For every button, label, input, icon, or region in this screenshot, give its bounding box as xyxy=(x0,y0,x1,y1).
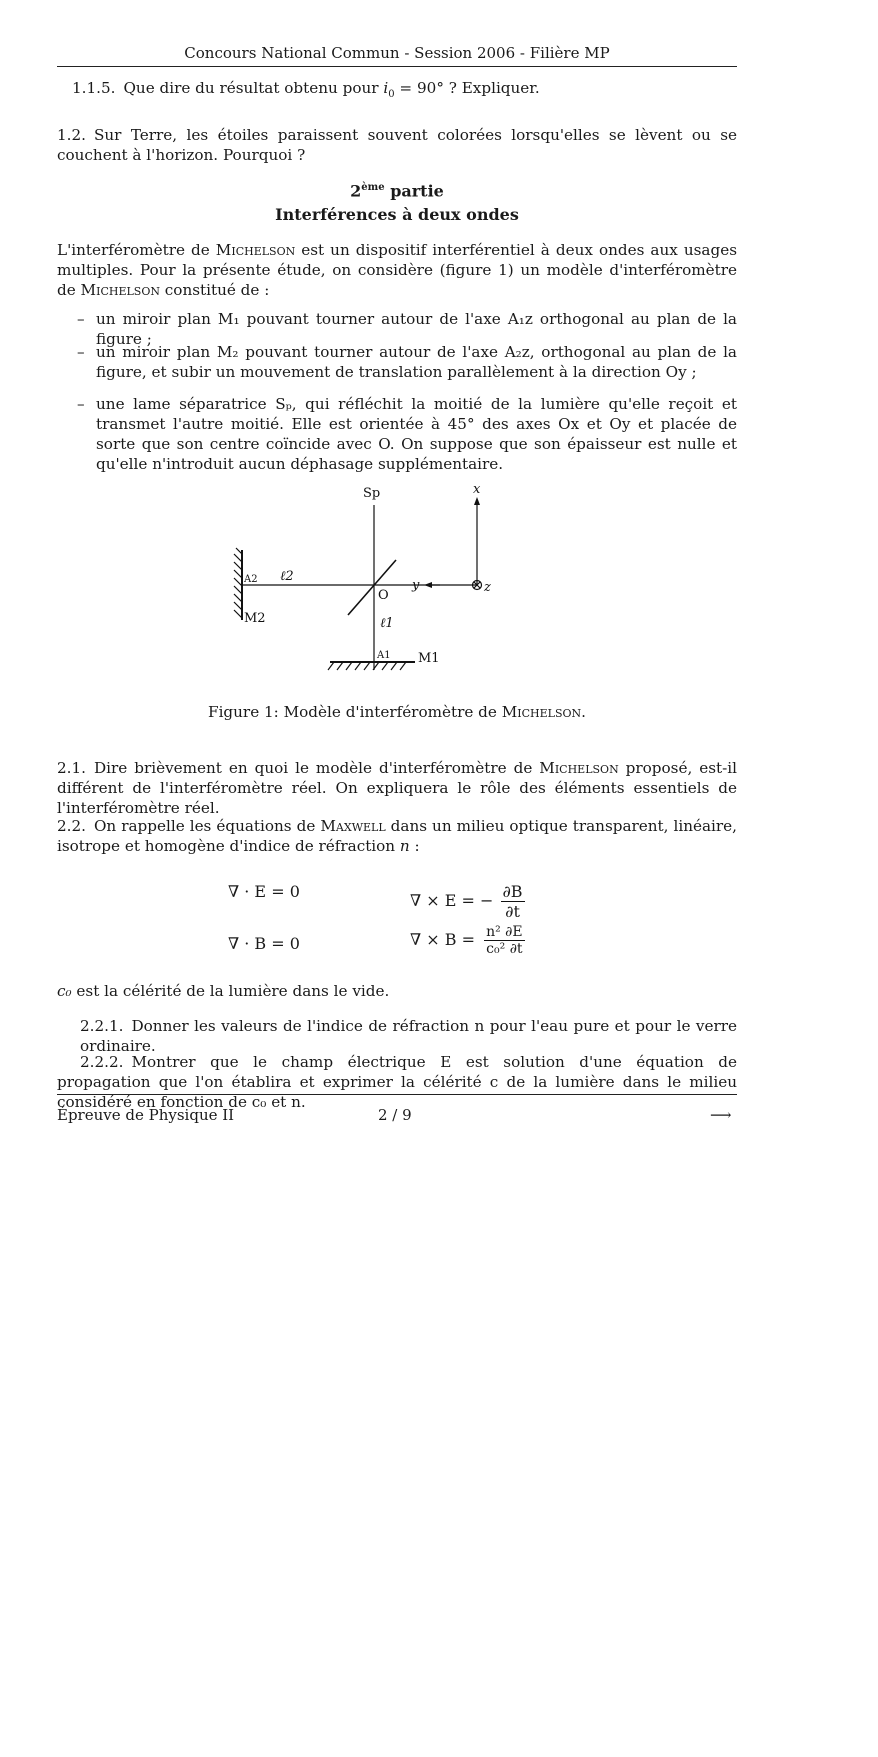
part-title: Interférences à deux ondes xyxy=(275,205,519,224)
eq2-numerator: ∂B xyxy=(502,882,523,901)
question-text-a: Dire brièvement en quoi le modèle d'interféromètre de xyxy=(93,759,540,777)
bullet-item xyxy=(77,309,737,348)
figure-label-sp: Sp xyxy=(363,486,381,501)
figure-label-z: z xyxy=(484,580,491,595)
figure-label-y: y xyxy=(412,578,420,593)
bullet-text: un miroir plan M₁ pouvant tourner autour de l'axe A₁z orthogonal au plan de la figure ; xyxy=(96,310,737,348)
caption-name: Michelson xyxy=(501,703,582,721)
intro-text-c: constitué de : xyxy=(159,281,270,299)
equation-curl-b xyxy=(410,924,525,957)
intro-text-a: L'interféromètre de xyxy=(57,241,216,259)
question-text-b: dans un milieu optique transparent, linéaire, isotrope et homogène d'indice de réfraction xyxy=(57,817,737,855)
question-text: Donner les valeurs de l'indice de réfraction n pour l'eau pure et pour le verre ordinaire. xyxy=(80,1017,737,1055)
part-number: 2 xyxy=(350,181,362,201)
figure-label-m1: M1 xyxy=(418,651,440,666)
figure-label-a2: A2 xyxy=(244,574,258,585)
bullet-dash: – xyxy=(77,395,85,413)
name-michelson: Michelson xyxy=(215,241,296,259)
eq4-denominator: c₀² ∂t xyxy=(486,941,523,957)
question-number: 2.2.2. xyxy=(80,1053,124,1071)
michelson-figure xyxy=(200,482,600,680)
footer-rule xyxy=(57,1094,737,1095)
eq2-denominator: ∂t xyxy=(505,902,520,921)
question-text-b: = 90° ? Expliquer. xyxy=(394,79,540,97)
mirror-m2-hatching xyxy=(234,548,242,618)
header-rule xyxy=(57,66,737,67)
question-number: 1.1.5. xyxy=(72,79,116,97)
footer-page-number: 2 / 9 xyxy=(378,1106,412,1124)
question-2-2-1 xyxy=(80,1016,737,1056)
question-text-c: : xyxy=(409,837,420,855)
question-text: Sur Terre, les étoiles paraissent souvent colorées lorsqu'elles se lèvent ou se couchent à l'horizon. Pourquoi ? xyxy=(57,126,737,164)
figure-label-x: x xyxy=(473,482,481,497)
page-header-title: Concours National Commun - Session 2006 - Filière MP xyxy=(184,44,610,62)
footer-left: Épreuve de Physique II xyxy=(57,1106,235,1124)
question-text-a: Que dire du résultat obtenu pour xyxy=(123,79,384,97)
equation-div-e: ∇ · E = 0 xyxy=(228,882,300,901)
mirror-m1-hatching xyxy=(328,662,406,670)
name-michelson: Michelson xyxy=(80,281,160,299)
part-heading xyxy=(57,178,737,201)
figure-label-m2: M2 xyxy=(244,611,266,626)
bullet-dash: – xyxy=(77,310,85,328)
footer-arrow-icon: ⟶ xyxy=(710,1106,732,1124)
eq4-numerator: n² ∂E xyxy=(486,924,523,940)
math-sub: 0 xyxy=(388,89,395,101)
question-number: 2.2.1. xyxy=(80,1017,124,1035)
c0-definition xyxy=(57,981,737,1001)
intro-text-b: est un dispositif interférentiel à deux ondes aux usages multiples. Pour la présente étude, on considère (figure 1) un modèle d'interféromètre de xyxy=(57,241,737,299)
y-arrowhead-icon xyxy=(424,582,432,588)
bullet-text: une lame séparatrice Sₚ, qui réfléchit la moitié de la lumière qu'elle reçoit et transmet l'autre moitié. Elle est orientée à 45° des axes Ox et Oy et placée de sorte que son centre coïncide avec O. On suppose que son épaisseur est nulle et qu'elle n'introduit aucun déphasage supplémentaire. xyxy=(96,395,737,473)
eq4-fraction xyxy=(484,924,525,957)
separator-plate xyxy=(348,560,396,615)
eq2-lhs: ∇ × E = − xyxy=(410,891,494,910)
name-michelson: Michelson xyxy=(539,759,619,777)
question-1-2 xyxy=(57,125,737,165)
eq4-lhs: ∇ × B = xyxy=(410,930,475,949)
c0-text: est la célérité de la lumière dans le vide. xyxy=(71,982,390,1000)
name-maxwell: Maxwell xyxy=(320,817,386,835)
question-text: Montrer que le champ électrique E est solution d'une équation de propagation que l'on établira et exprimer la célérité c de la lumière dans le milieu considéré en fonction de c₀ et n. xyxy=(57,1053,737,1111)
equation-div-b: ∇ · B = 0 xyxy=(228,934,300,953)
question-number: 1.2. xyxy=(57,126,86,144)
question-number: 2.1. xyxy=(57,759,86,777)
part-number-sup: ème xyxy=(361,182,385,193)
eq2-fraction xyxy=(501,882,525,921)
figure-caption xyxy=(57,702,737,722)
caption-text: Figure 1: Modèle d'interféromètre de xyxy=(208,703,502,721)
figure-label-o: O xyxy=(378,588,389,603)
figure-label-a1: A1 xyxy=(377,650,391,661)
question-2-2 xyxy=(57,816,737,856)
caption-end: . xyxy=(581,703,586,721)
question-number: 2.2. xyxy=(57,817,86,835)
intro-paragraph xyxy=(57,240,737,300)
question-2-1 xyxy=(57,758,737,818)
question-text-a: On rappelle les équations de xyxy=(93,817,321,835)
question-text-b: proposé, est-il différent de l'interféromètre réel. On expliquera le rôle des éléments essentiels de l'interféromètre réel. xyxy=(57,759,737,817)
part-label: partie xyxy=(390,181,444,201)
math-c0: c₀ xyxy=(57,982,72,1000)
figure-label-l2: ℓ2 xyxy=(280,569,294,584)
math-i: i xyxy=(383,79,389,97)
equation-curl-e xyxy=(410,882,525,921)
x-arrowhead-icon xyxy=(474,497,480,505)
bullet-text: un miroir plan M₂ pouvant tourner autour de l'axe A₂z, orthogonal au plan de la figure, et subir un mouvement de translation parallèlement à la direction Oy ; xyxy=(96,343,737,381)
bullet-item xyxy=(77,394,737,474)
math-n: n xyxy=(399,837,410,855)
bullet-dash: – xyxy=(77,343,85,361)
question-1-1-5 xyxy=(72,78,737,105)
question-2-2-2 xyxy=(57,1052,737,1112)
figure-label-l1: ℓ1 xyxy=(380,616,394,631)
bullet-item xyxy=(77,342,737,382)
